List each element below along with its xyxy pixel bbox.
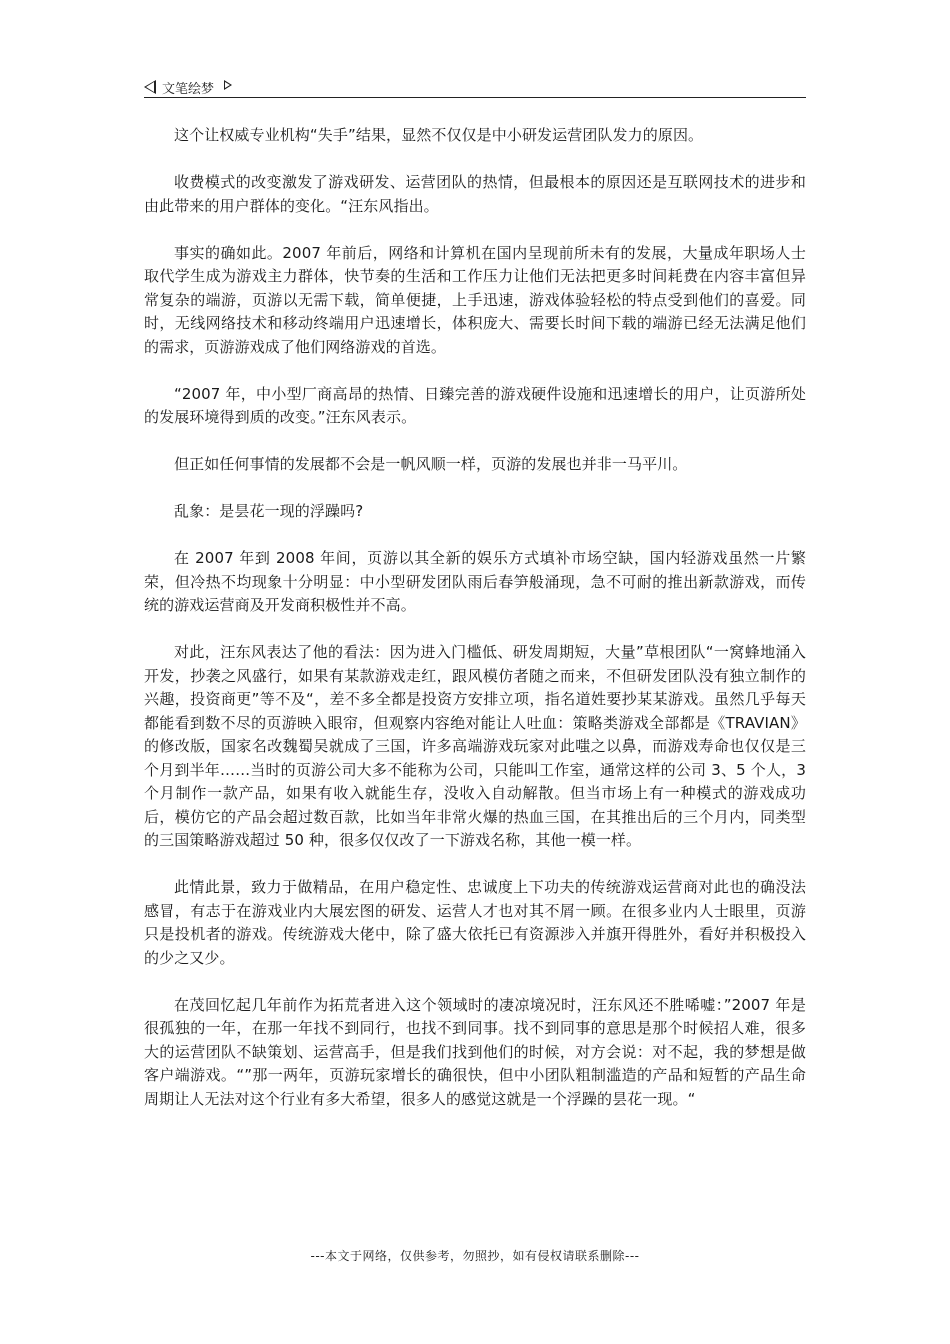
paragraph: 在 2007 年到 2008 年间，页游以其全新的娱乐方式填补市场空缺，国内轻游戏虽然一片繁荣，但冷热不均现象十分明显：中小型研发团队雨后春笋般涌现，急不可耐的推出新款游戏，而传统的游戏运营商及开发商积极性并不高。: [144, 549, 806, 614]
header-divider: [144, 97, 806, 98]
triangle-left-icon: [144, 80, 156, 94]
section-heading: 乱象：是昙花一现的浮躁吗?: [174, 502, 364, 520]
paragraph: 对此，汪东风表达了他的看法：因为进入门槛低、研发周期短，大量”草根团队“一窝蜂地涌入开发，抄袭之风盛行，如果有某款游戏走红，跟风模仿者随之而来，不但研发团队没有独立制作的兴趣，投资商更”等不及“，差不多全都是投资方安排立项，指名道姓要抄某某游戏。虽然几乎每天都能看到数不尽的页游映入眼帘，但观察内容绝对能让人吐血：策略类游戏全部都是《TRAVIAN》的修改版，国家名改魏蜀吴就成了三国，许多高端游戏玩家对此嗤之以鼻，而游戏寿命也仅仅是三个月到半年……当时的页游公司大多不能称为公司，只能叫工作室，通常这样的公司 3、5 个人，3 个月制作一款产品，如果有收入就能生存，没收入自动解散。但当市场上有一种模式的游戏成功后，模仿它的产品会超过数百款，比如当年非常火爆的热血三国，在其推出后的三个月内，同类型的三国策略游戏超过 50 种，很多仅仅改了一下游戏名称，其他一模一样。: [144, 643, 806, 849]
paragraph: 收费模式的改变激发了游戏研发、运营团队的热情，但最根本的原因还是互联网技术的进步和由此带来的用户群体的变化。“汪东风指出。: [144, 173, 806, 215]
paragraph: “2007 年，中小型厂商高昂的热情、日臻完善的游戏硬件设施和迅速增长的用户，让页游所处的发展环境得到质的改变。”汪东风表示。: [144, 384, 806, 426]
page-header: [144, 76, 806, 98]
triangle-right-icon: [224, 80, 232, 90]
paragraph: 此情此景，致力于做精品，在用户稳定性、忠诚度上下功夫的传统游戏运营商对此也的确没法感冒，有志于在游戏业内大展宏图的研发、运营人才也对其不屑一顾。在很多业内人士眼里，页游只是投机者的游戏。传统游戏大佬中，除了盛大依托已有资源涉入并旗开得胜外，看好并积极投入的少之又少。: [144, 878, 806, 967]
article-body: [144, 124, 806, 1135]
paragraph: 但正如任何事情的发展都不会是一帆风顺一样，页游的发展也并非一马平川。: [174, 455, 688, 473]
paragraph: 在茂回忆起几年前作为拓荒者进入这个领域时的凄凉境况时，汪东风还不胜唏嘘：”2007 年是很孤独的一年，在那一年找不到同行，也找不到同事。找不到同事的意思是那个时候招人难，很多大的运营团队不缺策划、运营高手，但是我们找到他们的时候，对方会说：对不起，我的梦想是做客户端游戏。“”那一两年，页游玩家增长的确很快，但中小团队粗制滥造的产品和短暂的产品生命周期让人无法对这个行业有多大希望，很多人的感觉这就是一个浮躁的昙花一现。“: [144, 995, 806, 1108]
paragraph: 这个让权威专业机构“失手”结果，显然不仅仅是中小研发运营团队发力的原因。: [174, 126, 704, 144]
header-title: 文笔绘梦: [162, 81, 215, 97]
footer-disclaimer: ---本文于网络，仅供参考，勿照抄，如有侵权请联系删除---: [310, 1249, 640, 1263]
paragraph: 事实的确如此。2007 年前后，网络和计算机在国内呈现前所未有的发展，大量成年职场人士取代学生成为游戏主力群体，快节奏的生活和工作压力让他们无法把更多时间耗费在内容丰富但异常复杂的端游，页游以无需下载，简单便捷，上手迅速，游戏体验轻松的特点受到他们的喜爱。同时，无线网络技术和移动终端用户迅速增长，体积庞大、需要长时间下载的端游已经无法满足他们的需求，页游游戏成了他们网络游戏的首选。: [144, 243, 806, 356]
